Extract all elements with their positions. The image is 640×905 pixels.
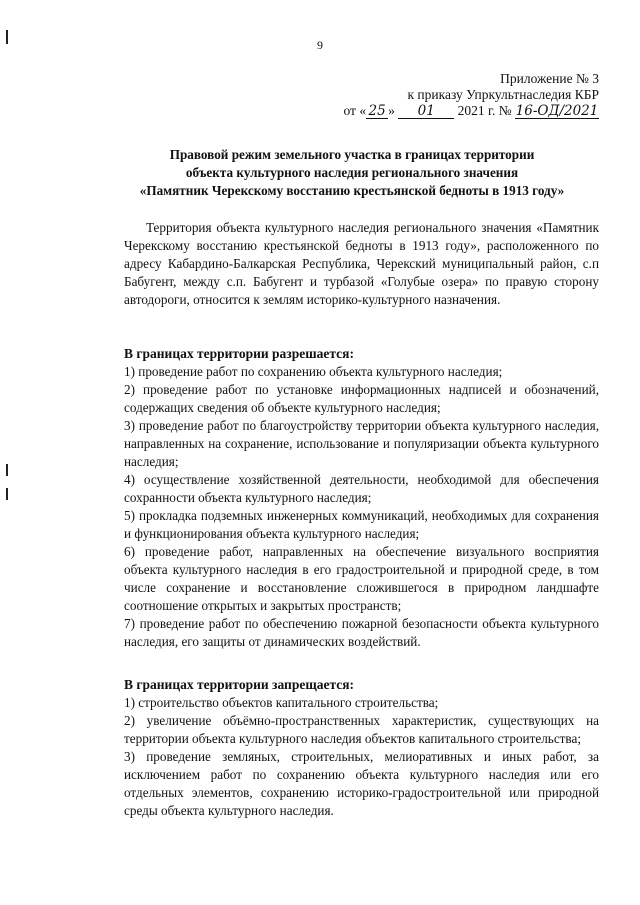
list-item: 1) проведение работ по сохранению объекта культурного наследия; (124, 364, 503, 379)
intro-text: Территория объекта культурного наследия регионального значения «Памятник Черекскому восстанию крестьянской бедноты в 1913 году», расположенного по адресу Кабардино-Балкарская Республика, Черекский муниципальный район, с.п Бабугент, между с.п. Бабугент и турбазой «Голубые озера» по правую сторону автодороги, относится к землям историко-культурного назначения. (124, 220, 599, 307)
appendix-title: Приложение № 3 (500, 71, 599, 86)
list-item: 5) прокладка подземных инженерных коммуникаций, необходимых для сохранения и функционирования объекта культурного наследия; (124, 508, 599, 541)
allowed-section (124, 345, 599, 651)
title-line: объекта культурного наследия регионального значения (185, 165, 519, 180)
list-item: 2) увеличение объёмно-пространственных характеристик, существующих на территории объекта культурного наследия объектов капитального строительства; (124, 713, 599, 746)
list-item: 1) строительство объектов капитального строительства; (124, 695, 439, 710)
list-item: 7) проведение работ по обеспечению пожарной безопасности объекта культурного наследия, его защиты от динамических воздействий. (124, 616, 599, 649)
handwritten-day: 25 (366, 104, 388, 119)
appendix-date-line (343, 103, 599, 119)
prohibited-list (124, 694, 599, 820)
list-item: 4) осуществление хозяйственной деятельности, необходимой для обеспечения сохранности объекта культурного наследия; (124, 472, 599, 505)
year-text: 2021 г. № (457, 103, 512, 118)
appendix-header (343, 71, 599, 119)
handwritten-order-number: 16-ОД/2021 (515, 103, 599, 119)
list-item: 3) проведение земляных, строительных, мелиоративных и иных работ, за исключением работ по сохранению объекта культурного наследия или его отдельных элементов, сохранению историко-градостроительной или природной среды объекта культурного наследия. (124, 749, 599, 818)
document-title (92, 146, 612, 200)
allowed-heading: В границах территории разрешается: (124, 346, 354, 361)
list-item: 3) проведение работ по благоустройству территории объекта культурного наследия, направленных на сохранение, использование и популяризации объекта культурного наследия; (124, 418, 599, 469)
allowed-list (124, 363, 599, 651)
scan-mark (6, 464, 8, 476)
date-prefix: от « (343, 103, 367, 118)
list-item: 6) проведение работ, направленных на обеспечение визуального восприятия объекта культурного наследия в его градостроительной и природной среде, в том числе сохранение и восстановление сложившегося в природном ландшафте соотношение открытых и закрытых пространств; (124, 544, 599, 613)
appendix-subtitle: к приказу Упркультнаследия КБР (407, 87, 599, 102)
intro-paragraph (124, 219, 599, 309)
prohibited-heading: В границах территории запрещается: (124, 677, 355, 692)
title-line: Правовой режим земельного участка в границах территории (169, 147, 535, 162)
handwritten-month: 01 (398, 104, 454, 119)
date-mid: » (388, 103, 395, 118)
scan-mark (6, 488, 8, 500)
list-item: 2) проведение работ по установке информационных надписей и обозначений, содержащих сведения об объекте культурного наследия; (124, 382, 599, 415)
page-number: 9 (317, 38, 323, 52)
prohibited-section (124, 676, 599, 820)
title-line: «Памятник Черекскому восстанию крестьянской бедноты в 1913 году» (139, 183, 565, 198)
